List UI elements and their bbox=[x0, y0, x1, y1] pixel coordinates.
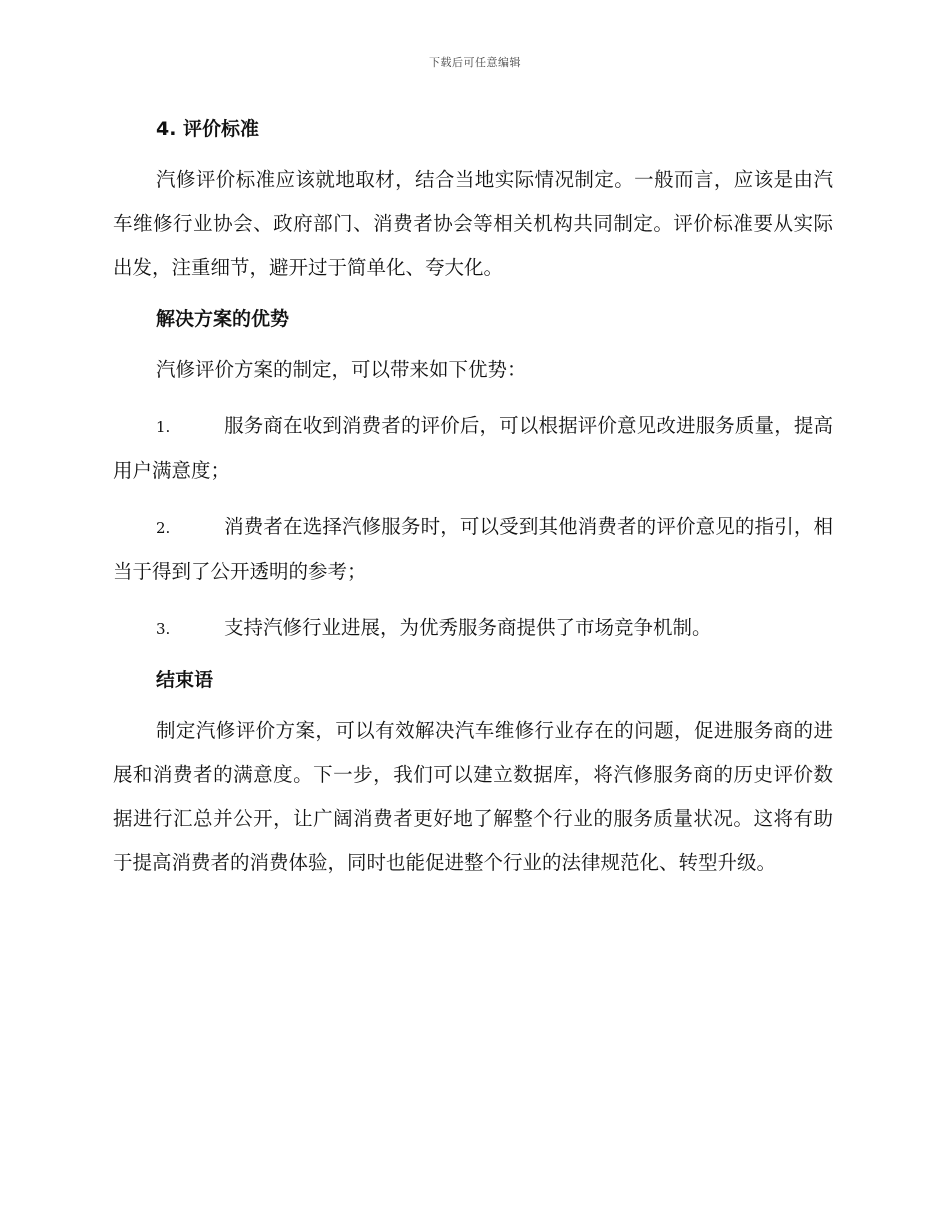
document-body bbox=[113, 112, 833, 897]
advantages-intro: 汽修评价方案的制定，可以带来如下优势： bbox=[156, 358, 527, 381]
list-item bbox=[113, 606, 833, 651]
section-heading-conclusion: 结束语 bbox=[156, 669, 214, 691]
list-item bbox=[113, 505, 833, 594]
conclusion-paragraph: 制定汽修评价方案，可以有效解决汽车维修行业存在的问题，促进服务商的进展和消费者的满意度。下一步，我们可以建立数据库，将汽修服务商的历史评价数据进行汇总并公开，让广阔消费者更好地了解整个行业的服务质量状况。这将有助于提高消费者的消费体验，同时也能促进整个行业的法律规范化、转型升级。 bbox=[113, 719, 833, 874]
section-heading-criteria: 4. 评价标准 bbox=[156, 118, 260, 140]
page-header: 下载后可任意编辑 bbox=[429, 56, 521, 69]
criteria-paragraph: 汽修评价标准应该就地取材，结合当地实际情况制定。一般而言，应该是由汽车维修行业协会、政府部门、消费者协会等相关机构共同制定。评价标准要从实际出发，注重细节，避开过于简单化、夸大化。 bbox=[113, 168, 833, 279]
list-item-number: 2. bbox=[156, 519, 171, 537]
list-item-text: 消费者在选择汽修服务时，可以受到其他消费者的评价意见的指引，相当于得到了公开透明的参考； bbox=[113, 515, 833, 583]
list-item-number: 3. bbox=[156, 620, 171, 638]
section-heading-advantages: 解决方案的优势 bbox=[156, 308, 290, 330]
list-item bbox=[113, 404, 833, 493]
list-item-text: 支持汽修行业进展，为优秀服务商提供了市场竞争机制。 bbox=[224, 616, 712, 639]
list-item-number: 1. bbox=[156, 418, 171, 436]
list-item-text: 服务商在收到消费者的评价后，可以根据评价意见改进服务质量，提高用户满意度； bbox=[113, 414, 833, 482]
